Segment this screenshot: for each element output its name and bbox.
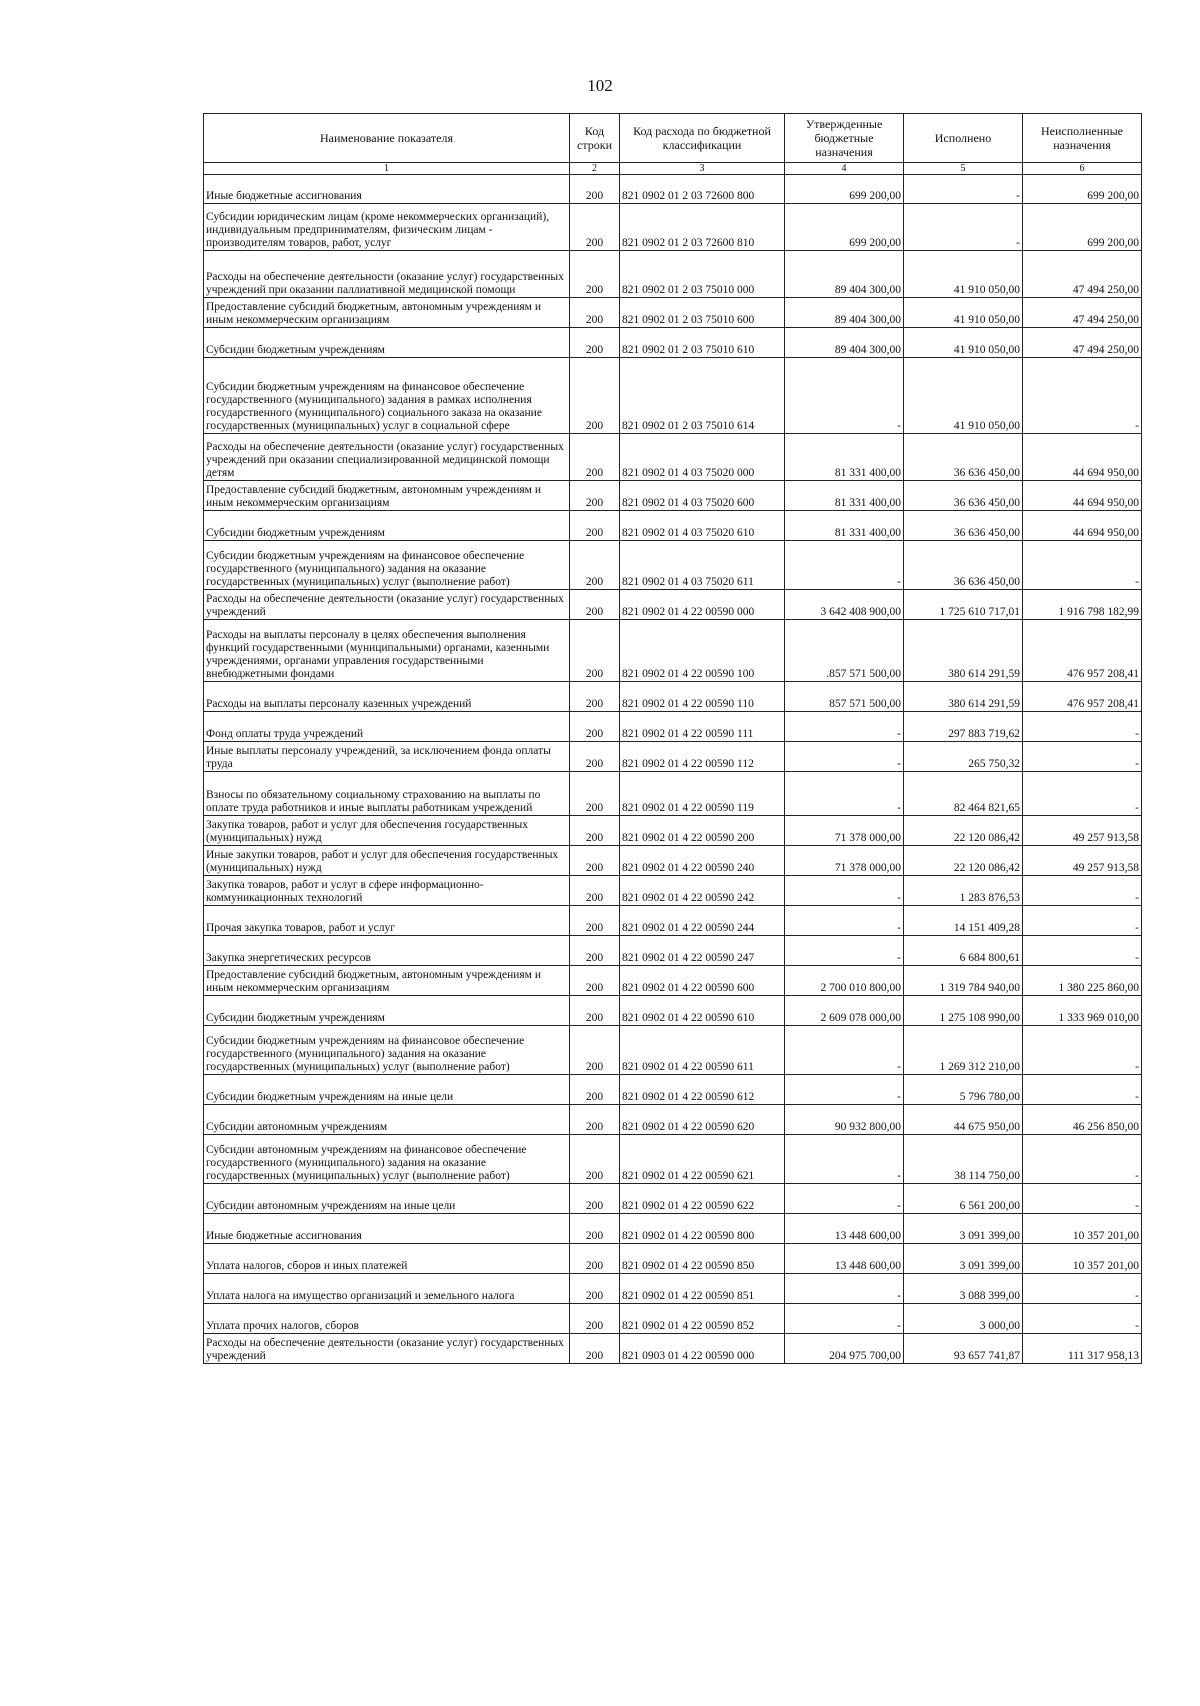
row-executed-amount: - — [904, 175, 1023, 204]
row-approved-amount: 857 571 500,00 — [785, 682, 904, 712]
row-name: Расходы на обеспечение деятельности (оказание услуг) государственных учреждений при оказании паллиативной медицинской помощи — [204, 251, 570, 298]
row-approved-amount: - — [785, 1274, 904, 1304]
header-unexecuted: Неисполненные назначения — [1023, 114, 1142, 163]
table-row — [204, 846, 1142, 876]
row-approved-amount: 90 932 800,00 — [785, 1105, 904, 1135]
column-number: 6 — [1023, 163, 1142, 175]
row-budget-class-code: 821 0902 01 2 03 72600 810 — [620, 204, 785, 251]
row-executed-amount: 41 910 050,00 — [904, 328, 1023, 358]
row-unexecuted-amount: - — [1023, 906, 1142, 936]
row-unexecuted-amount: 1 333 969 010,00 — [1023, 996, 1142, 1026]
row-unexecuted-amount: 1 916 798 182,99 — [1023, 590, 1142, 620]
row-budget-class-code: 821 0902 01 4 03 75020 600 — [620, 481, 785, 511]
table-row — [204, 682, 1142, 712]
row-budget-class-code: 821 0902 01 4 22 00590 622 — [620, 1184, 785, 1214]
table-row — [204, 712, 1142, 742]
row-executed-amount: 6 561 200,00 — [904, 1184, 1023, 1214]
row-approved-amount: 13 448 600,00 — [785, 1244, 904, 1274]
row-budget-class-code: 821 0902 01 4 22 00590 119 — [620, 772, 785, 816]
row-approved-amount: 71 378 000,00 — [785, 846, 904, 876]
table-row — [204, 742, 1142, 772]
header-budget-class-code: Код расхода по бюджетной классификации — [620, 114, 785, 163]
row-line-code: 200 — [570, 204, 620, 251]
row-budget-class-code: 821 0902 01 4 03 75020 000 — [620, 434, 785, 481]
column-number-row — [204, 163, 1142, 175]
row-name: Предоставление субсидий бюджетным, автономным учреждениям и иным некоммерческим организациям — [204, 966, 570, 996]
row-approved-amount: - — [785, 1075, 904, 1105]
row-approved-amount: - — [785, 358, 904, 434]
row-name: Предоставление субсидий бюджетным, автономным учреждениям и иным некоммерческим организациям — [204, 298, 570, 328]
table-row — [204, 1274, 1142, 1304]
row-line-code: 200 — [570, 358, 620, 434]
row-name: Субсидии бюджетным учреждениям на финансовое обеспечение государственного (муниципального) задания в рамках исполнения государственного (муниципального) социального заказа на оказание государственных (муниципальных) услуг в социальной сфере — [204, 358, 570, 434]
row-executed-amount: - — [904, 204, 1023, 251]
row-approved-amount: - — [785, 876, 904, 906]
row-budget-class-code: 821 0902 01 4 22 00590 851 — [620, 1274, 785, 1304]
table-row — [204, 1135, 1142, 1184]
row-line-code: 200 — [570, 712, 620, 742]
row-unexecuted-amount: 47 494 250,00 — [1023, 298, 1142, 328]
row-line-code: 200 — [570, 772, 620, 816]
row-line-code: 200 — [570, 1274, 620, 1304]
row-approved-amount: 699 200,00 — [785, 204, 904, 251]
row-budget-class-code: 821 0902 01 2 03 75010 600 — [620, 298, 785, 328]
row-name: Расходы на обеспечение деятельности (оказание услуг) государственных учреждений — [204, 1334, 570, 1364]
row-approved-amount: - — [785, 936, 904, 966]
row-line-code: 200 — [570, 1304, 620, 1334]
row-unexecuted-amount: 44 694 950,00 — [1023, 434, 1142, 481]
column-number: 1 — [204, 163, 570, 175]
table-row — [204, 1075, 1142, 1105]
row-name: Расходы на выплаты персоналу в целях обеспечения выполнения функций государственными (муниципальными) органами, казенными учреждениями, органами управления государственными внебюджетными фондами — [204, 620, 570, 682]
row-unexecuted-amount: - — [1023, 742, 1142, 772]
row-line-code: 200 — [570, 906, 620, 936]
row-executed-amount: 38 114 750,00 — [904, 1135, 1023, 1184]
row-unexecuted-amount: 699 200,00 — [1023, 204, 1142, 251]
row-name: Субсидии бюджетным учреждениям на финансовое обеспечение государственного (муниципального) задания на оказание государственных (муниципальных) услуг (выполнение работ) — [204, 541, 570, 590]
row-name: Иные закупки товаров, работ и услуг для обеспечения государственных (муниципальных) нужд — [204, 846, 570, 876]
row-executed-amount: 36 636 450,00 — [904, 481, 1023, 511]
row-unexecuted-amount: 111 317 958,13 — [1023, 1334, 1142, 1364]
row-budget-class-code: 821 0902 01 4 22 00590 110 — [620, 682, 785, 712]
row-budget-class-code: 821 0902 01 4 22 00590 242 — [620, 876, 785, 906]
row-unexecuted-amount: 46 256 850,00 — [1023, 1105, 1142, 1135]
table-row — [204, 620, 1142, 682]
row-unexecuted-amount: - — [1023, 541, 1142, 590]
table-row — [204, 204, 1142, 251]
row-budget-class-code: 821 0902 01 4 22 00590 000 — [620, 590, 785, 620]
row-unexecuted-amount: 10 357 201,00 — [1023, 1214, 1142, 1244]
table-row — [204, 906, 1142, 936]
row-name: Предоставление субсидий бюджетным, автономным учреждениям и иным некоммерческим организациям — [204, 481, 570, 511]
row-budget-class-code: 821 0902 01 4 22 00590 112 — [620, 742, 785, 772]
row-name: Расходы на обеспечение деятельности (оказание услуг) государственных учреждений — [204, 590, 570, 620]
row-name: Уплата налогов, сборов и иных платежей — [204, 1244, 570, 1274]
row-executed-amount: 6 684 800,61 — [904, 936, 1023, 966]
table-row — [204, 966, 1142, 996]
row-budget-class-code: 821 0902 01 2 03 75010 610 — [620, 328, 785, 358]
row-unexecuted-amount: - — [1023, 712, 1142, 742]
row-line-code: 200 — [570, 251, 620, 298]
column-number: 5 — [904, 163, 1023, 175]
row-executed-amount: 1 725 610 717,01 — [904, 590, 1023, 620]
column-number: 4 — [785, 163, 904, 175]
row-executed-amount: 41 910 050,00 — [904, 298, 1023, 328]
row-executed-amount: 44 675 950,00 — [904, 1105, 1023, 1135]
row-unexecuted-amount: - — [1023, 1304, 1142, 1334]
row-budget-class-code: 821 0902 01 4 22 00590 200 — [620, 816, 785, 846]
row-executed-amount: 3 091 399,00 — [904, 1214, 1023, 1244]
table-row — [204, 1334, 1142, 1364]
row-name: Закупка товаров, работ и услуг в сфере информационно-коммуникационных технологий — [204, 876, 570, 906]
row-executed-amount: 3 091 399,00 — [904, 1244, 1023, 1274]
row-approved-amount: 2 700 010 800,00 — [785, 966, 904, 996]
row-line-code: 200 — [570, 1135, 620, 1184]
row-budget-class-code: 821 0902 01 2 03 75010 614 — [620, 358, 785, 434]
row-unexecuted-amount: - — [1023, 1135, 1142, 1184]
table-row — [204, 511, 1142, 541]
page-number: 102 — [587, 76, 613, 95]
row-unexecuted-amount: - — [1023, 1075, 1142, 1105]
row-line-code: 200 — [570, 996, 620, 1026]
row-name: Субсидии автономным учреждениям на иные цели — [204, 1184, 570, 1214]
row-budget-class-code: 821 0902 01 4 22 00590 244 — [620, 906, 785, 936]
row-name: Закупка энергетических ресурсов — [204, 936, 570, 966]
table-row — [204, 175, 1142, 204]
row-unexecuted-amount: 10 357 201,00 — [1023, 1244, 1142, 1274]
row-executed-amount: 36 636 450,00 — [904, 511, 1023, 541]
table-row — [204, 298, 1142, 328]
row-budget-class-code: 821 0902 01 4 22 00590 600 — [620, 966, 785, 996]
row-approved-amount: 81 331 400,00 — [785, 481, 904, 511]
row-unexecuted-amount: - — [1023, 1274, 1142, 1304]
row-line-code: 200 — [570, 1075, 620, 1105]
row-unexecuted-amount: 1 380 225 860,00 — [1023, 966, 1142, 996]
row-executed-amount: 1 319 784 940,00 — [904, 966, 1023, 996]
row-line-code: 200 — [570, 620, 620, 682]
row-budget-class-code: 821 0902 01 4 22 00590 610 — [620, 996, 785, 1026]
row-budget-class-code: 821 0902 01 4 22 00590 621 — [620, 1135, 785, 1184]
row-unexecuted-amount: - — [1023, 936, 1142, 966]
row-budget-class-code: 821 0902 01 4 22 00590 247 — [620, 936, 785, 966]
row-executed-amount: 1 283 876,53 — [904, 876, 1023, 906]
row-unexecuted-amount: 476 957 208,41 — [1023, 682, 1142, 712]
row-executed-amount: 1 269 312 210,00 — [904, 1026, 1023, 1075]
row-unexecuted-amount: - — [1023, 1184, 1142, 1214]
row-approved-amount: 699 200,00 — [785, 175, 904, 204]
row-unexecuted-amount: 476 957 208,41 — [1023, 620, 1142, 682]
row-executed-amount: 14 151 409,28 — [904, 906, 1023, 936]
row-unexecuted-amount: 49 257 913,58 — [1023, 846, 1142, 876]
row-budget-class-code: 821 0902 01 4 22 00590 111 — [620, 712, 785, 742]
table-row — [204, 1105, 1142, 1135]
row-line-code: 200 — [570, 966, 620, 996]
row-name: Субсидии автономным учреждениям на финансовое обеспечение государственного (муниципального) задания на оказание государственных (муниципальных) услуг (выполнение работ) — [204, 1135, 570, 1184]
row-approved-amount: 71 378 000,00 — [785, 816, 904, 846]
budget-execution-table — [203, 113, 1142, 1364]
row-approved-amount: - — [785, 712, 904, 742]
row-approved-amount: - — [785, 1026, 904, 1075]
row-name: Субсидии бюджетным учреждениям — [204, 511, 570, 541]
row-budget-class-code: 821 0902 01 4 03 75020 610 — [620, 511, 785, 541]
column-number: 2 — [570, 163, 620, 175]
row-line-code: 200 — [570, 590, 620, 620]
row-executed-amount: 41 910 050,00 — [904, 358, 1023, 434]
row-budget-class-code: 821 0902 01 4 22 00590 850 — [620, 1244, 785, 1274]
row-approved-amount: - — [785, 906, 904, 936]
table-row — [204, 481, 1142, 511]
row-approved-amount: 204 975 700,00 — [785, 1334, 904, 1364]
row-line-code: 200 — [570, 328, 620, 358]
row-name: Закупка товаров, работ и услуг для обеспечения государственных (муниципальных) нужд — [204, 816, 570, 846]
row-line-code: 200 — [570, 298, 620, 328]
row-budget-class-code: 821 0902 01 4 22 00590 620 — [620, 1105, 785, 1135]
row-approved-amount: - — [785, 1184, 904, 1214]
row-unexecuted-amount: 44 694 950,00 — [1023, 511, 1142, 541]
row-budget-class-code: 821 0902 01 4 22 00590 612 — [620, 1075, 785, 1105]
row-executed-amount: 265 750,32 — [904, 742, 1023, 772]
table-row — [204, 1304, 1142, 1334]
row-approved-amount: 2 609 078 000,00 — [785, 996, 904, 1026]
row-name: Прочая закупка товаров, работ и услуг — [204, 906, 570, 936]
row-approved-amount: - — [785, 772, 904, 816]
row-unexecuted-amount: - — [1023, 358, 1142, 434]
row-line-code: 200 — [570, 1026, 620, 1075]
row-approved-amount: - — [785, 742, 904, 772]
row-executed-amount: 41 910 050,00 — [904, 251, 1023, 298]
table-row — [204, 876, 1142, 906]
row-unexecuted-amount: - — [1023, 876, 1142, 906]
row-name: Взносы по обязательному социальному страхованию на выплаты по оплате труда работников и иные выплаты работникам учреждений — [204, 772, 570, 816]
row-name: Субсидии бюджетным учреждениям — [204, 328, 570, 358]
row-budget-class-code: 821 0902 01 4 22 00590 100 — [620, 620, 785, 682]
row-approved-amount: 89 404 300,00 — [785, 328, 904, 358]
row-budget-class-code: 821 0902 01 4 22 00590 611 — [620, 1026, 785, 1075]
table-row — [204, 251, 1142, 298]
row-line-code: 200 — [570, 876, 620, 906]
row-unexecuted-amount: 49 257 913,58 — [1023, 816, 1142, 846]
row-name: Субсидии юридическим лицам (кроме некоммерческих организаций), индивидуальным предпринимателям, физическим лицам - производителям товаров, работ, услуг — [204, 204, 570, 251]
row-line-code: 200 — [570, 742, 620, 772]
table-row — [204, 1244, 1142, 1274]
row-line-code: 200 — [570, 175, 620, 204]
table-row — [204, 816, 1142, 846]
row-approved-amount: 81 331 400,00 — [785, 434, 904, 481]
row-approved-amount: 89 404 300,00 — [785, 251, 904, 298]
row-name: Субсидии бюджетным учреждениям на иные цели — [204, 1075, 570, 1105]
row-line-code: 200 — [570, 434, 620, 481]
row-approved-amount: - — [785, 1135, 904, 1184]
row-line-code: 200 — [570, 511, 620, 541]
row-executed-amount: 22 120 086,42 — [904, 846, 1023, 876]
header-line-code: Код строки — [570, 114, 620, 163]
row-budget-class-code: 821 0902 01 4 22 00590 240 — [620, 846, 785, 876]
row-budget-class-code: 821 0903 01 4 22 00590 000 — [620, 1334, 785, 1364]
row-unexecuted-amount: 47 494 250,00 — [1023, 251, 1142, 298]
row-name: Иные бюджетные ассигнования — [204, 175, 570, 204]
table-row — [204, 328, 1142, 358]
table-row — [204, 358, 1142, 434]
row-budget-class-code: 821 0902 01 4 03 75020 611 — [620, 541, 785, 590]
row-line-code: 200 — [570, 846, 620, 876]
row-executed-amount: 82 464 821,65 — [904, 772, 1023, 816]
row-executed-amount: 22 120 086,42 — [904, 816, 1023, 846]
row-name: Субсидии автономным учреждениям — [204, 1105, 570, 1135]
row-executed-amount: 3 000,00 — [904, 1304, 1023, 1334]
table-row — [204, 936, 1142, 966]
table-row — [204, 434, 1142, 481]
table-row — [204, 590, 1142, 620]
row-approved-amount: .857 571 500,00 — [785, 620, 904, 682]
row-approved-amount: 89 404 300,00 — [785, 298, 904, 328]
table-row — [204, 1214, 1142, 1244]
row-executed-amount: 5 796 780,00 — [904, 1075, 1023, 1105]
row-unexecuted-amount: 699 200,00 — [1023, 175, 1142, 204]
row-line-code: 200 — [570, 1105, 620, 1135]
row-budget-class-code: 821 0902 01 4 22 00590 852 — [620, 1304, 785, 1334]
row-name: Уплата прочих налогов, сборов — [204, 1304, 570, 1334]
row-line-code: 200 — [570, 682, 620, 712]
header-indicator-name: Наименование показателя — [204, 114, 570, 163]
row-approved-amount: 13 448 600,00 — [785, 1214, 904, 1244]
row-line-code: 200 — [570, 1214, 620, 1244]
row-name: Субсидии бюджетным учреждениям на финансовое обеспечение государственного (муниципального) задания на оказание государственных (муниципальных) услуг (выполнение работ) — [204, 1026, 570, 1075]
row-name: Иные бюджетные ассигнования — [204, 1214, 570, 1244]
table-row — [204, 772, 1142, 816]
row-line-code: 200 — [570, 1334, 620, 1364]
row-name: Фонд оплаты труда учреждений — [204, 712, 570, 742]
row-name: Уплата налога на имущество организаций и земельного налога — [204, 1274, 570, 1304]
row-executed-amount: 380 614 291,59 — [904, 682, 1023, 712]
row-name: Расходы на обеспечение деятельности (оказание услуг) государственных учреждений при оказании специализированной медицинской помощи детям — [204, 434, 570, 481]
row-executed-amount: 1 275 108 990,00 — [904, 996, 1023, 1026]
header-approved: Утвержденные бюджетные назначения — [785, 114, 904, 163]
row-approved-amount: - — [785, 1304, 904, 1334]
row-executed-amount: 3 088 399,00 — [904, 1274, 1023, 1304]
row-name: Субсидии бюджетным учреждениям — [204, 996, 570, 1026]
row-executed-amount: 36 636 450,00 — [904, 541, 1023, 590]
row-unexecuted-amount: 44 694 950,00 — [1023, 481, 1142, 511]
row-line-code: 200 — [570, 816, 620, 846]
row-line-code: 200 — [570, 1244, 620, 1274]
row-unexecuted-amount: 47 494 250,00 — [1023, 328, 1142, 358]
row-budget-class-code: 821 0902 01 2 03 75010 000 — [620, 251, 785, 298]
table-row — [204, 541, 1142, 590]
row-executed-amount: 36 636 450,00 — [904, 434, 1023, 481]
row-unexecuted-amount: - — [1023, 1026, 1142, 1075]
row-executed-amount: 297 883 719,62 — [904, 712, 1023, 742]
row-line-code: 200 — [570, 1184, 620, 1214]
row-unexecuted-amount: - — [1023, 772, 1142, 816]
table-row — [204, 996, 1142, 1026]
row-approved-amount: 81 331 400,00 — [785, 511, 904, 541]
row-name: Расходы на выплаты персоналу казенных учреждений — [204, 682, 570, 712]
row-line-code: 200 — [570, 936, 620, 966]
header-executed: Исполнено — [904, 114, 1023, 163]
column-number: 3 — [620, 163, 785, 175]
table-header-row — [204, 114, 1142, 163]
row-budget-class-code: 821 0902 01 2 03 72600 800 — [620, 175, 785, 204]
row-executed-amount: 380 614 291,59 — [904, 620, 1023, 682]
table-row — [204, 1026, 1142, 1075]
row-approved-amount: 3 642 408 900,00 — [785, 590, 904, 620]
row-executed-amount: 93 657 741,87 — [904, 1334, 1023, 1364]
row-line-code: 200 — [570, 481, 620, 511]
row-budget-class-code: 821 0902 01 4 22 00590 800 — [620, 1214, 785, 1244]
row-line-code: 200 — [570, 541, 620, 590]
table-row — [204, 1184, 1142, 1214]
row-approved-amount: - — [785, 541, 904, 590]
row-name: Иные выплаты персоналу учреждений, за исключением фонда оплаты труда — [204, 742, 570, 772]
